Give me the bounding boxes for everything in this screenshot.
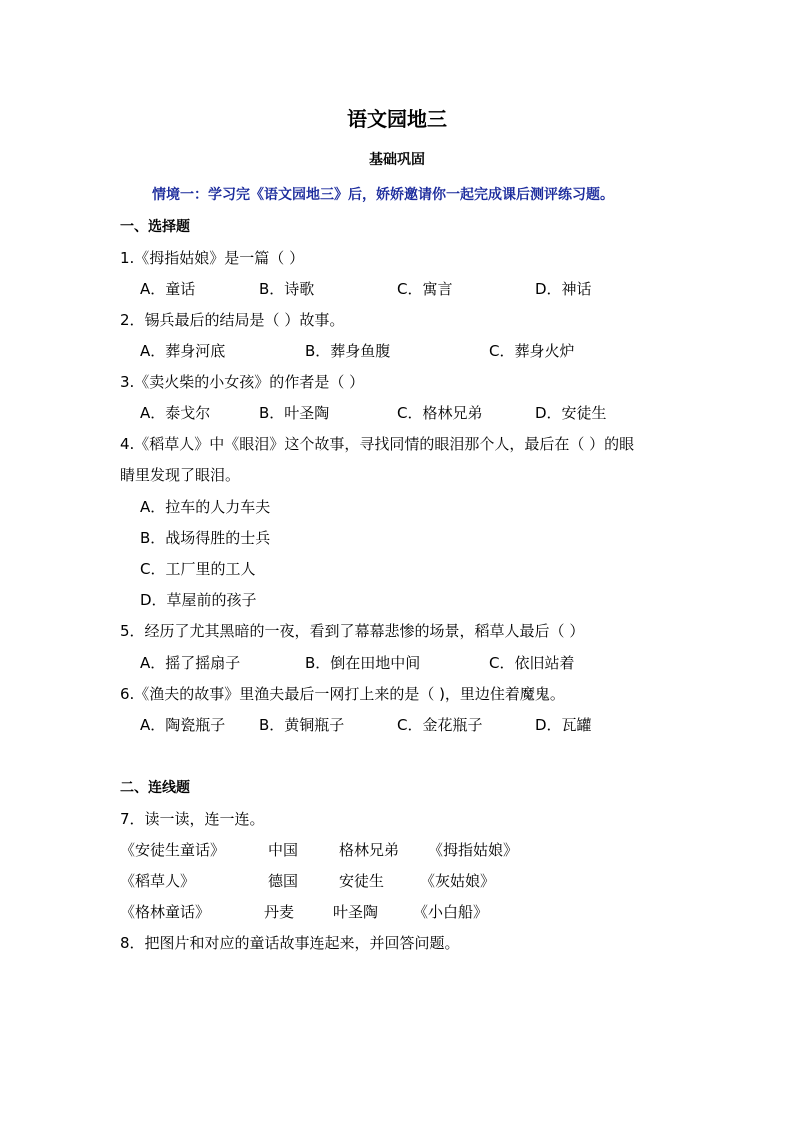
page-subtitle: 基础巩固 (369, 152, 425, 168)
q2-option-c: C．葬身火炉 (489, 342, 575, 360)
q2-option-a: A．葬身河底 (140, 342, 226, 360)
match-row1-country: 中国 (268, 841, 299, 859)
q6-option-d: D．瓦罐 (535, 716, 592, 734)
q5-option-a: A．摇了摇扇子 (140, 654, 241, 672)
q4-option-d: D．草屋前的孩子 (140, 591, 257, 609)
q6-option-c: C．金花瓶子 (397, 716, 483, 734)
match-row1-story: 《拇指姑娘》 (428, 841, 519, 859)
match-row3-book: 《格林童话》 (120, 903, 211, 921)
q5-option-b: B．倒在田地中间 (305, 654, 421, 672)
section-heading-matching: 二、连线题 (120, 780, 190, 796)
q1-option-c: C．寓言 (397, 280, 453, 298)
q4-option-c: C．工厂里的工人 (140, 560, 256, 578)
q3-option-b: B．叶圣陶 (259, 404, 330, 422)
match-row1-author: 格林兄弟 (339, 841, 400, 859)
scenario-text: 情境一：学习完《语文园地三》后，娇娇邀请你一起完成课后测评练习题。 (152, 187, 614, 203)
q3-option-a: A．泰戈尔 (140, 404, 211, 422)
q6-option-b: B．黄铜瓶子 (259, 716, 345, 734)
match-row2-author: 安徒生 (339, 872, 385, 890)
match-row2-country: 德国 (268, 872, 299, 890)
question-1-stem: 1.《拇指姑娘》是一篇（ ） (120, 249, 305, 267)
match-row2-story: 《灰姑娘》 (420, 872, 496, 890)
question-6-stem: 6.《渔夫的故事》里渔夫最后一网打上来的是（ )，里边住着魔鬼。 (120, 685, 565, 703)
question-4-stem-line1: 4.《稻草人》中《眼泪》这个故事，寻找同情的眼泪那个人，最后在（ ）的眼 (120, 435, 635, 453)
page-title: 语文园地三 (347, 107, 447, 131)
match-row3-country: 丹麦 (264, 903, 295, 921)
q6-option-a: A．陶瓷瓶子 (140, 716, 226, 734)
question-3-stem: 3.《卖火柴的小女孩》的作者是（ ） (120, 373, 365, 391)
question-7-stem: 7．读一读，连一连。 (120, 810, 265, 828)
q4-option-b: B．战场得胜的士兵 (140, 529, 271, 547)
q3-option-d: D．安徒生 (535, 404, 607, 422)
q4-option-a: A．拉车的人力车夫 (140, 498, 271, 516)
q1-option-b: B．诗歌 (259, 280, 315, 298)
question-8-stem: 8．把图片和对应的童话故事连起来，并回答问题。 (120, 934, 460, 952)
match-row3-story: 《小白船》 (413, 903, 489, 921)
match-row1-book: 《安徒生童话》 (120, 841, 226, 859)
section-heading-choice: 一、选择题 (120, 219, 190, 235)
match-row2-book: 《稻草人》 (120, 872, 196, 890)
q3-option-c: C．格林兄弟 (397, 404, 483, 422)
match-row3-author: 叶圣陶 (333, 903, 379, 921)
q5-option-c: C．依旧站着 (489, 654, 575, 672)
q1-option-a: A．童话 (140, 280, 196, 298)
question-4-stem-line2: 睛里发现了眼泪。 (120, 466, 241, 484)
q1-option-d: D．神话 (535, 280, 592, 298)
question-5-stem: 5．经历了尤其黑暗的一夜，看到了幕幕悲惨的场景，稻草人最后（ ） (120, 622, 585, 640)
q2-option-b: B．葬身鱼腹 (305, 342, 391, 360)
question-2-stem: 2．锡兵最后的结局是（ ）故事。 (120, 311, 345, 329)
